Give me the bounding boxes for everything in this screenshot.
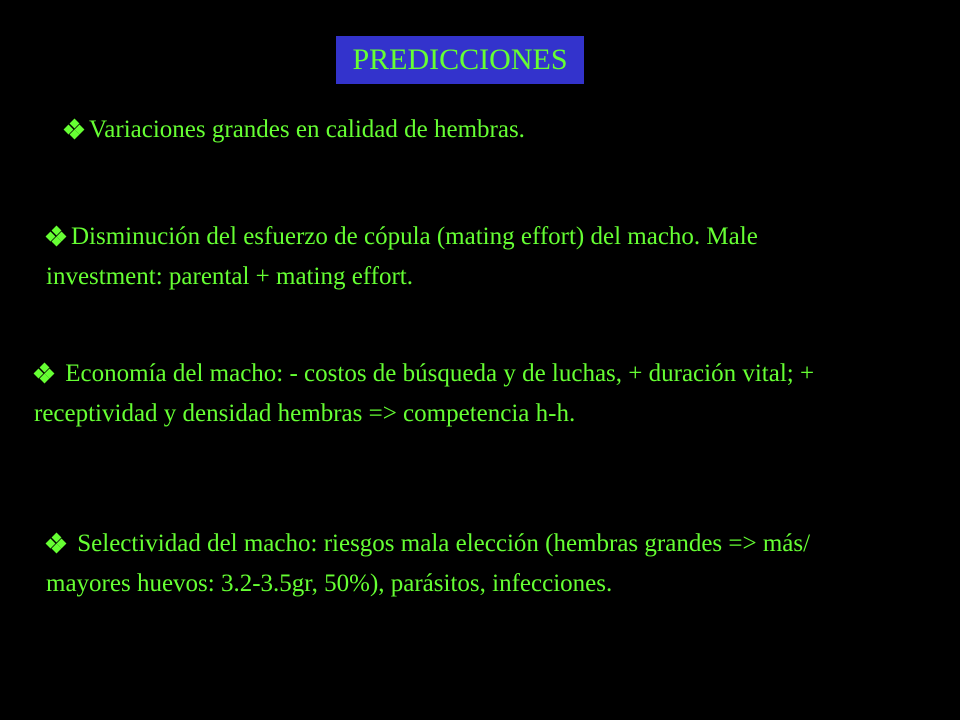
slide-title: PREDICCIONES <box>352 43 568 76</box>
bullet-item <box>64 110 764 150</box>
four-diamond-bullet-icon <box>34 363 54 383</box>
bullet-item <box>34 354 914 434</box>
slide-title-box <box>336 36 584 84</box>
four-diamond-bullet-icon <box>46 533 66 553</box>
bullet-text: Variaciones grandes en calidad de hembras. <box>89 116 525 143</box>
bullet-text: Disminución del esfuerzo de cópula (mating effort) del macho. Male investment: parental + mating effort. <box>46 223 758 290</box>
four-diamond-bullet-icon <box>64 119 84 139</box>
bullet-item <box>46 524 836 604</box>
bullet-text: Economía del macho: - costos de búsqueda y de luchas, + duración vital; + receptividad y densidad hembras => competencia h-h. <box>34 360 815 427</box>
bullet-item <box>46 217 806 297</box>
bullet-text: Selectividad del macho: riesgos mala elección (hembras grandes => más/ mayores huevos: 3.2-3.5gr, 50%), parásitos, infecciones. <box>46 530 811 597</box>
four-diamond-bullet-icon <box>46 226 66 246</box>
